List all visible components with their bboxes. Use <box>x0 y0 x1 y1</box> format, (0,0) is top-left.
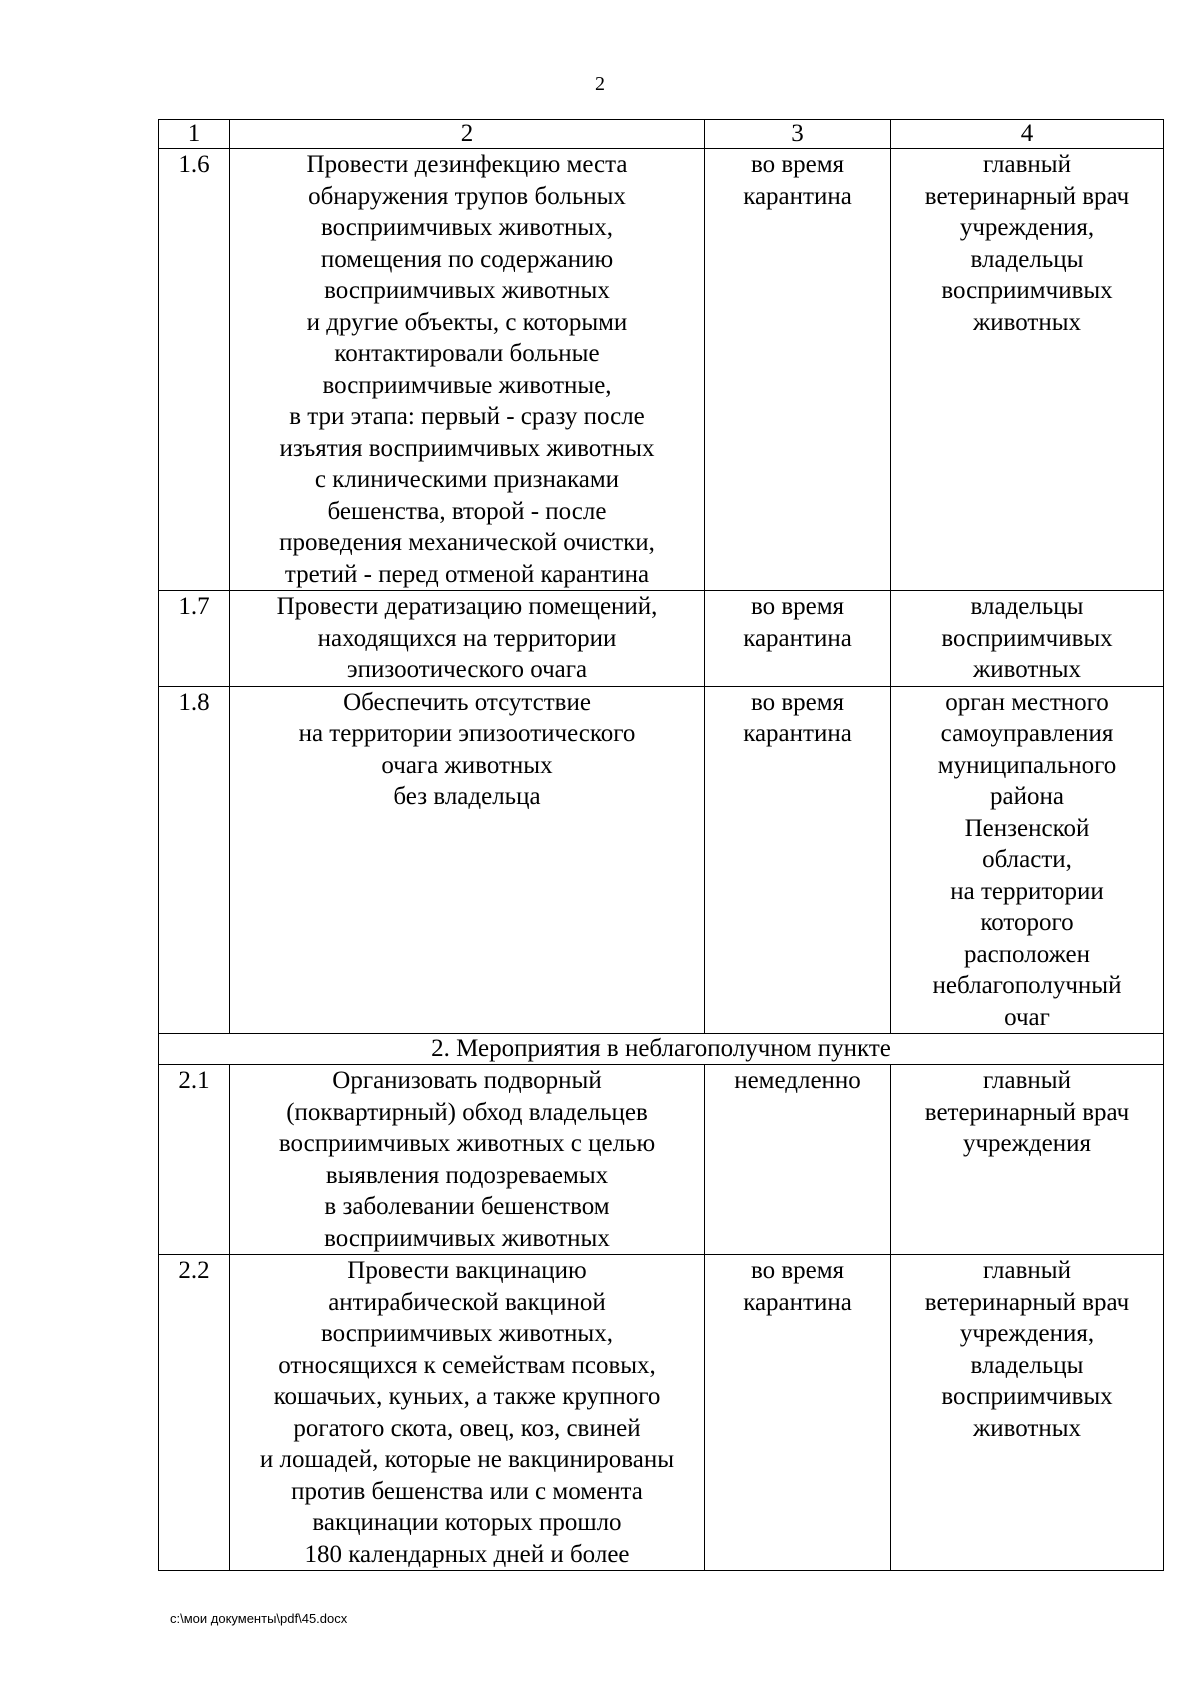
measure-cell-line: Обеспечить отсутствие <box>343 688 591 716</box>
page-number: 2 <box>595 73 605 95</box>
measure-cell-line: Провести дератизацию помещений, <box>276 593 658 620</box>
responsible-cell <box>891 1065 1164 1255</box>
responsible-cell-line: Пензенской <box>964 814 1090 842</box>
responsible-cell-line: ветеринарный врач <box>924 1288 1130 1316</box>
measure-cell-line: в три этапа: первый - сразу после <box>289 403 645 430</box>
header-cell-responsible: 4 <box>891 120 1164 149</box>
responsible-cell-line: орган местного <box>945 688 1109 716</box>
responsible-cell-line: владельцы <box>970 593 1084 620</box>
term-cell <box>705 1065 891 1255</box>
responsible-cell-line: учреждения <box>962 1130 1091 1157</box>
table-row <box>159 1065 1164 1255</box>
responsible-cell-line: учреждения, <box>959 1320 1095 1347</box>
row-number-cell: 1.8 <box>159 686 230 1034</box>
measure-cell-line: выявления подозреваемых <box>325 1161 609 1189</box>
measure-cell-line: против бешенства или с момента <box>291 1477 643 1505</box>
measure-cell-line: изъятия восприимчивых животных <box>279 434 655 462</box>
responsible-cell-line: ветеринарный врач <box>924 182 1130 210</box>
table-header-row <box>159 120 1164 149</box>
term-cell-line: немедленно <box>734 1067 861 1094</box>
responsible-cell-line: животных <box>972 308 1082 336</box>
table-row <box>159 1255 1164 1571</box>
responsible-cell-line: животных <box>972 656 1082 683</box>
measure-cell-line: проведения механической очистки, <box>279 529 655 556</box>
measure-cell-line: и лошадей, которые не вакцинированы <box>259 1446 675 1473</box>
responsible-cell-line: главный <box>983 151 1071 178</box>
term-cell <box>705 591 891 687</box>
measures-table <box>158 119 1164 1571</box>
responsible-cell <box>891 1255 1164 1571</box>
measure-cell-line: контактировали больные <box>334 340 600 367</box>
term-cell <box>705 149 891 591</box>
responsible-cell-line: расположен <box>963 940 1090 968</box>
measure-cell-line: находящихся на территории <box>317 624 617 652</box>
measure-cell-line: восприимчивые животные, <box>322 371 612 399</box>
measure-cell-line: кошачьих, куньих, а также крупного <box>273 1383 661 1410</box>
measure-cell <box>230 1065 705 1255</box>
responsible-cell-line: владельцы <box>970 1351 1084 1379</box>
footer-file-path: c:\мои документы\pdf\45.docx <box>170 1611 348 1626</box>
table-row <box>159 686 1164 1034</box>
responsible-cell-line: восприимчивых <box>941 1383 1113 1410</box>
responsible-cell-line: области, <box>982 846 1072 873</box>
measure-cell-line: Организовать подворный <box>332 1067 602 1094</box>
row-number-cell: 2.1 <box>159 1065 230 1255</box>
measure-cell-line: относящихся к семействам псовых, <box>278 1351 656 1379</box>
term-cell-line: во время <box>750 151 845 178</box>
responsible-cell-line: неблагополучный <box>932 972 1122 999</box>
measure-cell-line: и другие объекты, с которыми <box>306 308 628 336</box>
measure-cell-line: третий - перед отменой карантина <box>284 560 650 588</box>
responsible-cell-line: восприимчивых <box>941 277 1113 304</box>
term-cell-line: во время <box>750 593 845 620</box>
term-cell-line: во время <box>750 688 845 716</box>
responsible-cell-line: на территории <box>950 877 1104 905</box>
measure-cell-line: без владельца <box>393 783 541 810</box>
measure-cell-line: с клиническими признаками <box>314 466 620 493</box>
measure-cell-line: на территории эпизоотического <box>298 720 636 747</box>
section-row <box>159 1034 1164 1065</box>
term-cell-line: карантина <box>743 182 852 210</box>
header-cell-term: 3 <box>705 120 891 149</box>
responsible-cell-line: владельцы <box>970 245 1084 273</box>
term-cell <box>705 1255 891 1571</box>
responsible-cell <box>891 686 1164 1034</box>
responsible-cell-line: главный <box>983 1257 1071 1284</box>
measure-cell-line: восприимчивых животных, <box>321 214 613 241</box>
measure-cell-line: помещения по содержанию <box>320 245 614 273</box>
term-cell <box>705 686 891 1034</box>
measure-cell-line: эпизоотического очага <box>346 656 588 683</box>
responsible-cell-line: которого <box>980 909 1074 936</box>
row-number-cell: 1.7 <box>159 591 230 687</box>
measure-cell-line: (поквартирный) обход владельцев <box>286 1098 648 1126</box>
responsible-cell-line: учреждения, <box>959 214 1095 241</box>
row-number-cell: 1.6 <box>159 149 230 591</box>
term-cell-line: карантина <box>743 1288 852 1316</box>
table-row <box>159 591 1164 687</box>
measure-cell-line: восприимчивых животных, <box>321 1320 613 1347</box>
table-row <box>159 149 1164 591</box>
measure-cell-line: обнаружения трупов больных <box>308 182 626 210</box>
section-title: 2. Мероприятия в неблагополучном пункте <box>159 1034 1164 1065</box>
measure-cell-line: рогатого скота, овец, коз, свиней <box>293 1414 641 1442</box>
header-cell-measure: 2 <box>230 120 705 149</box>
responsible-cell-line: главный <box>983 1067 1071 1094</box>
measure-cell-line: 180 календарных дней и более <box>304 1540 630 1568</box>
responsible-cell <box>891 591 1164 687</box>
responsible-cell-line: муниципального <box>937 751 1117 779</box>
measure-cell-line: восприимчивых животных с целью <box>278 1130 656 1157</box>
measure-cell-line: восприимчивых животных <box>324 1224 610 1252</box>
term-cell-line: карантина <box>743 720 852 747</box>
responsible-cell <box>891 149 1164 591</box>
measure-cell <box>230 686 705 1034</box>
measure-cell-line: вакцинации которых прошло <box>312 1509 622 1536</box>
measure-cell-line: восприимчивых животных <box>324 277 610 304</box>
measure-cell-line: антирабической вакциной <box>328 1288 606 1316</box>
term-cell-line: карантина <box>743 624 852 652</box>
term-cell-line: во время <box>750 1257 845 1284</box>
row-number-cell: 2.2 <box>159 1255 230 1571</box>
measure-cell <box>230 591 705 687</box>
measure-cell <box>230 149 705 591</box>
measure-cell-line: очага животных <box>381 751 553 779</box>
measure-cell <box>230 1255 705 1571</box>
measure-cell-line: в заболевании бешенством <box>324 1193 610 1220</box>
responsible-cell-line: района <box>990 783 1064 810</box>
header-cell-number: 1 <box>159 120 230 149</box>
measure-cell-line: Провести дезинфекцию места <box>306 151 628 178</box>
responsible-cell-line: животных <box>972 1414 1082 1442</box>
responsible-cell-line: ветеринарный врач <box>924 1098 1130 1126</box>
responsible-cell-line: очаг <box>1004 1003 1050 1031</box>
responsible-cell-line: самоуправления <box>940 720 1114 747</box>
responsible-cell-line: восприимчивых <box>941 624 1113 652</box>
measure-cell-line: бешенства, второй - после <box>327 497 607 525</box>
measures-table-body <box>159 120 1164 1571</box>
measure-cell-line: Провести вакцинацию <box>347 1257 587 1284</box>
